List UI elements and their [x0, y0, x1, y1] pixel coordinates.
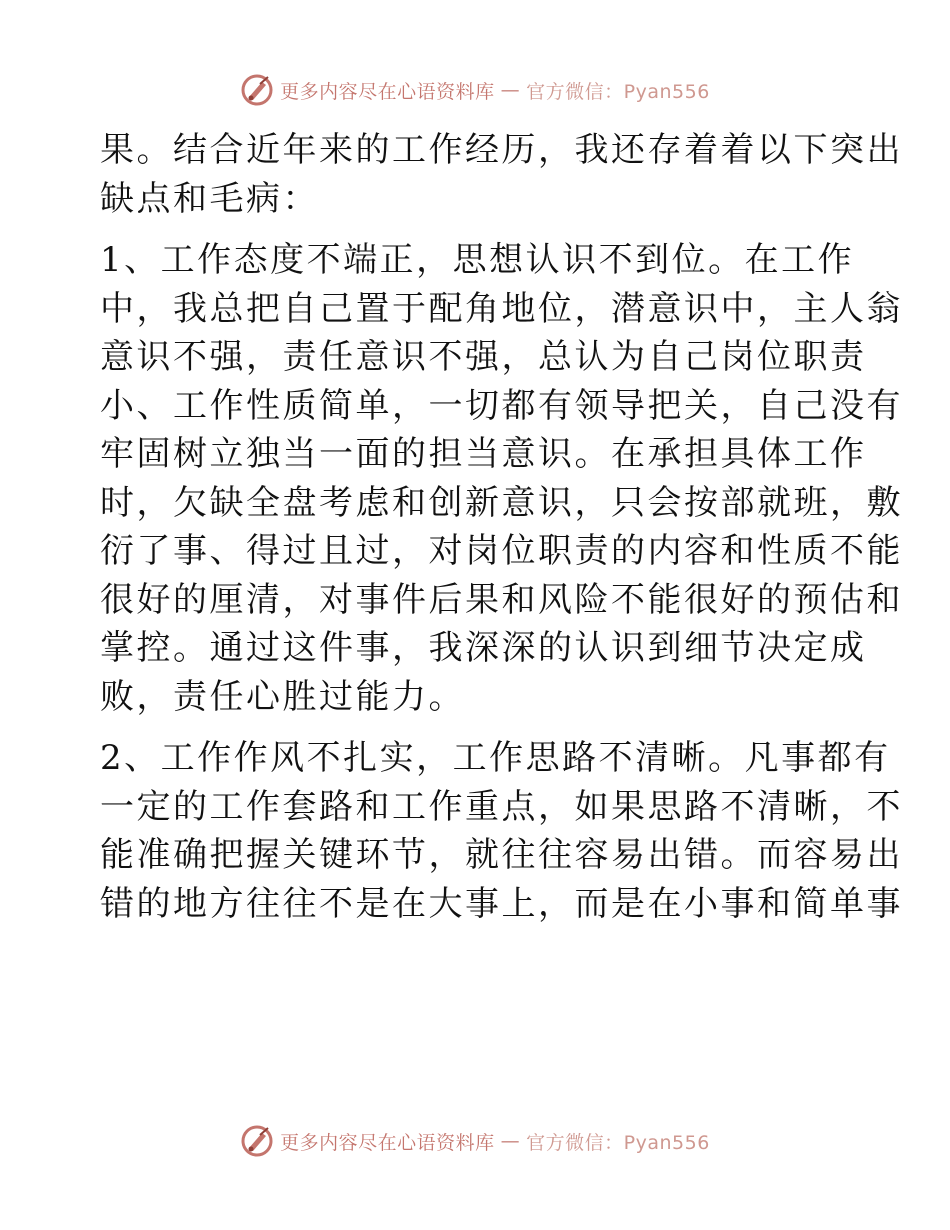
- text-line: 很好的厘清，对事件后果和风险不能很好的预估和: [100, 579, 903, 620]
- text-line: 缺点和毛病：: [100, 178, 319, 219]
- text-line: 2、工作作风不扎实，工作思路不清晰。凡事都有: [100, 738, 891, 778]
- text-line: 一定的工作套路和工作重点，如果思路不清晰，不: [100, 786, 903, 827]
- text-line: 中，我总把自己置于配角地位，潜意识中，主人翁: [100, 288, 903, 329]
- watermark-brand: 更多内容尽在心语资料库: [280, 80, 495, 103]
- text-line: 果。结合近年来的工作经历，我还存着着以下突出: [100, 130, 903, 170]
- text-line: 小、工作性质简单，一切都有领导把关，自己没有: [100, 385, 903, 426]
- footer-watermark: [0, 1121, 950, 1161]
- text-line: 错的地方往往不是在大事上，而是在小事和简单事: [100, 883, 903, 924]
- paragraph-point-2: [100, 734, 903, 928]
- text-line: 牢固树立独当一面的担当意识。在承担具体工作: [100, 434, 867, 474]
- watermark-brand: 更多内容尽在心语资料库: [280, 1131, 495, 1154]
- text-line: 败，责任心胜过能力。: [100, 676, 465, 717]
- text-line: 掌控。通过这件事，我深深的认识到细节决定成: [100, 628, 867, 668]
- text-line: 时，欠缺全盘考虑和创新意识，只会按部就班，敷: [100, 482, 903, 523]
- watermark-dash: —: [500, 79, 521, 101]
- watermark-dash: —: [500, 1130, 521, 1152]
- paragraph-intro: [100, 126, 903, 223]
- text-line: 衍了事、得过且过，对岗位职责的内容和性质不能: [100, 531, 903, 571]
- text-line: 1、工作态度不端正，思想认识不到位。在工作: [100, 240, 855, 280]
- watermark-wechat: 官方微信：Pyan556: [526, 80, 710, 103]
- paragraph-point-1: [100, 236, 903, 721]
- brush-logo-icon: [240, 73, 274, 107]
- header-watermark: [0, 70, 950, 110]
- watermark-wechat: 官方微信：Pyan556: [526, 1131, 710, 1154]
- text-line: 意识不强，责任意识不强，总认为自己岗位职责: [100, 337, 867, 377]
- brush-logo-icon: [240, 1124, 274, 1158]
- text-line: 能准确把握关键环节，就往往容易出错。而容易出: [100, 835, 903, 875]
- document-body: [100, 126, 903, 928]
